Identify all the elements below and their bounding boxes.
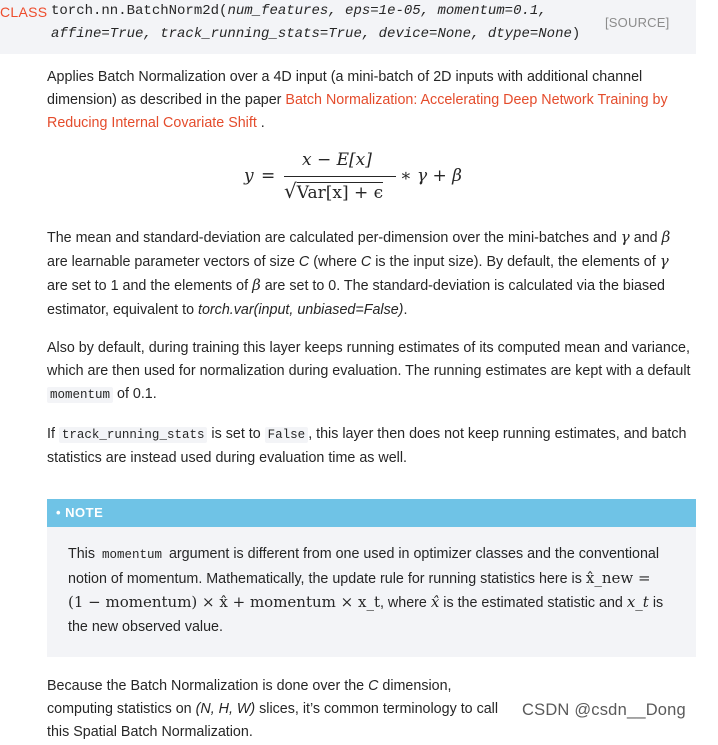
note-body — [47, 527, 696, 657]
p4-text-1: If — [47, 426, 59, 442]
watermark: CSDN @csdn__Dong — [522, 701, 686, 719]
gamma-symbol: γ — [620, 228, 630, 246]
p2-text-4: (where — [309, 254, 361, 271]
p2-text-5: is the input size). By default, the elements of — [371, 254, 660, 271]
xhat-symbol: x̂ — [430, 593, 440, 612]
intro-text: Applies Batch Normalization over a 4D input (a mini-batch of 2D inputs with additional channel dimension) as described in the paper — [47, 69, 643, 109]
params-line-1: num_features, eps=1e-05, momentum=0.1, — [227, 3, 547, 19]
running-estimates-paragraph — [47, 337, 693, 408]
note-title: • NOTE — [56, 505, 104, 520]
sqrt-symbol: √ — [284, 179, 297, 203]
eq-radicand: Var[x] + ϵ — [296, 183, 384, 203]
paper-link[interactable]: Batch Normalization: Accelerating Deep Network Training by Reducing Internal Covariate Shift — [47, 92, 668, 132]
signature-block — [0, 0, 696, 54]
p3-text-1: Also by default, during training this layer keeps running estimates of its computed mean and variance, which are then used for normalization during evaluation. The running estimates are kept with a default — [47, 340, 691, 380]
track-running-stats-paragraph — [47, 423, 693, 470]
p4-text-3: , this layer then does not keep running estimates, and batch statistics are instead used during evaluation time as well. — [47, 426, 687, 467]
p4-text-2: is set to — [207, 426, 265, 442]
c-symbol: C — [360, 254, 372, 271]
note-text-1: This — [68, 546, 99, 562]
class-keyword: CLASS — [0, 4, 48, 20]
momentum-code: momentum — [47, 387, 113, 403]
p5-text-2: dimension, computing statistics on — [47, 678, 452, 718]
note-text-3: , where — [379, 595, 431, 612]
params-line-2: affine=True, track_running_stats=True, device=None, dtype=None — [51, 26, 572, 42]
p2-text-6: are set to 1 and the elements of — [47, 278, 253, 295]
intro-paragraph — [47, 66, 693, 136]
signature-line-1 — [51, 3, 547, 19]
eq-equals: = — [261, 166, 276, 186]
eq-lhs: y — [244, 166, 254, 186]
note-header — [47, 499, 696, 527]
fraction-bar — [284, 176, 396, 177]
note-text — [68, 543, 668, 639]
p5-text-1: Because the Batch Normalization is done over the — [47, 678, 369, 694]
note-text-2: argument is different from one used in optimizer classes and the conventional notion of momentum. Mathematically, the update rule for running statistics here is — [68, 546, 660, 588]
p2-text-8: . — [403, 301, 408, 318]
p5-text-3: slices, it’s common terminology to call this Spatial Batch Normalization. — [47, 701, 499, 741]
intro-end: . — [256, 115, 265, 132]
class-name: torch.nn.BatchNorm2d( — [51, 3, 228, 19]
track-running-stats-code: track_running_stats — [59, 427, 208, 443]
false-code: False — [265, 427, 309, 443]
signature-close: ) — [571, 26, 581, 42]
note-text-4: is the estimated statistic and — [439, 595, 627, 612]
spatial-bn-paragraph — [47, 675, 517, 745]
note-text-5: is the new observed value. — [68, 595, 664, 635]
beta-symbol: β — [252, 276, 261, 295]
gamma-symbol: γ — [659, 252, 669, 271]
eq-numerator: x − E[x] — [302, 150, 372, 170]
c-symbol: C — [368, 678, 379, 694]
torch-var-call: torch.var(input, unbiased=False) — [198, 301, 404, 318]
p2-text-7: are set to 0. The standard-deviation is calculated via the biased estimator, equivalent to — [47, 278, 665, 318]
mean-std-paragraph — [47, 226, 693, 322]
xt-symbol: x_t — [626, 593, 649, 612]
eq-denominator — [284, 179, 383, 203]
nhw-symbol: (N, H, W) — [195, 701, 256, 718]
source-link[interactable]: [SOURCE] — [605, 15, 670, 30]
update-rule-formula: x̂_new = (1 − momentum) × x̂ + momentum × x_t — [68, 569, 651, 612]
p2-text-1: The mean and standard-deviation are calculated per-dimension over the mini-batches and — [47, 230, 621, 246]
p3-text-2: of 0.1. — [113, 386, 157, 403]
eq-rest: ∗ γ + β — [400, 166, 462, 186]
note-momentum-code: momentum — [99, 547, 165, 563]
beta-symbol: β — [661, 228, 671, 246]
batchnorm-equation — [244, 150, 474, 210]
c-symbol: C — [298, 254, 310, 271]
signature-line-2 — [51, 26, 580, 42]
p2-text-3: are learnable parameter vectors of size — [47, 254, 299, 271]
p2-text-2: and — [629, 230, 662, 246]
